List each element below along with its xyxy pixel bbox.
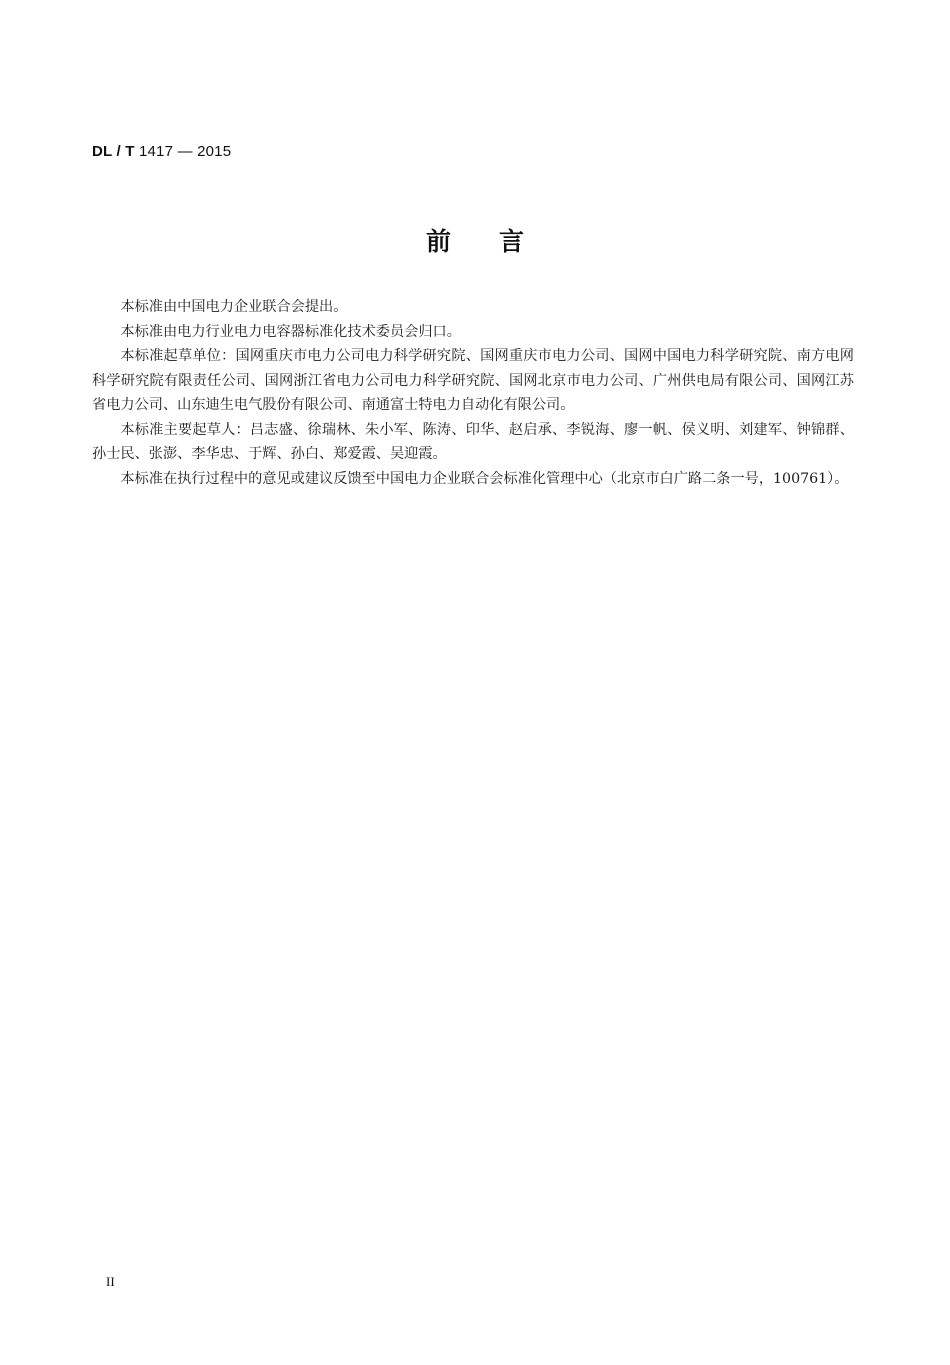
paragraph-proposer: 本标准由中国电力企业联合会提出。 [120, 299, 348, 315]
page-number: II [106, 1274, 115, 1289]
paragraph-drafting-units: 本标准起草单位：国网重庆市电力公司电力科学研究院、国网重庆市电力公司、国网中国电力科学研究院、南方电网科学研究院有限责任公司、国网浙江省电力公司电力科学研究院、国网北京市电力公司、广州供电局有限公司、国网江苏省电力公司、山东迪生电气股份有限公司、南通富士特电力自动化有限公司。 [92, 348, 854, 413]
standard-code-number: 1417 — 2015 [134, 143, 232, 160]
standard-code-prefix: DL / T [92, 143, 135, 160]
section-title-char-1: 前 [425, 227, 451, 256]
section-title [0, 222, 950, 258]
foreword-body [92, 295, 854, 491]
paragraph-drafters: 本标准主要起草人：吕志盛、徐瑞林、朱小军、陈涛、印华、赵启承、李锐海、廖一帆、侯义明、刘建军、钟锦群、孙士民、张澎、李华忠、于辉、孙白、郑爱霞、吴迎霞。 [92, 421, 854, 462]
section-title-char-2: 言 [499, 227, 525, 256]
document-code-header [92, 143, 231, 160]
paragraph-feedback: 本标准在执行过程中的意见或建议反馈至中国电力企业联合会标准化管理中心（北京市白广路二条一号，100761）。 [120, 470, 849, 487]
paragraph-administrator: 本标准由电力行业电力电容器标准化技术委员会归口。 [120, 323, 461, 340]
